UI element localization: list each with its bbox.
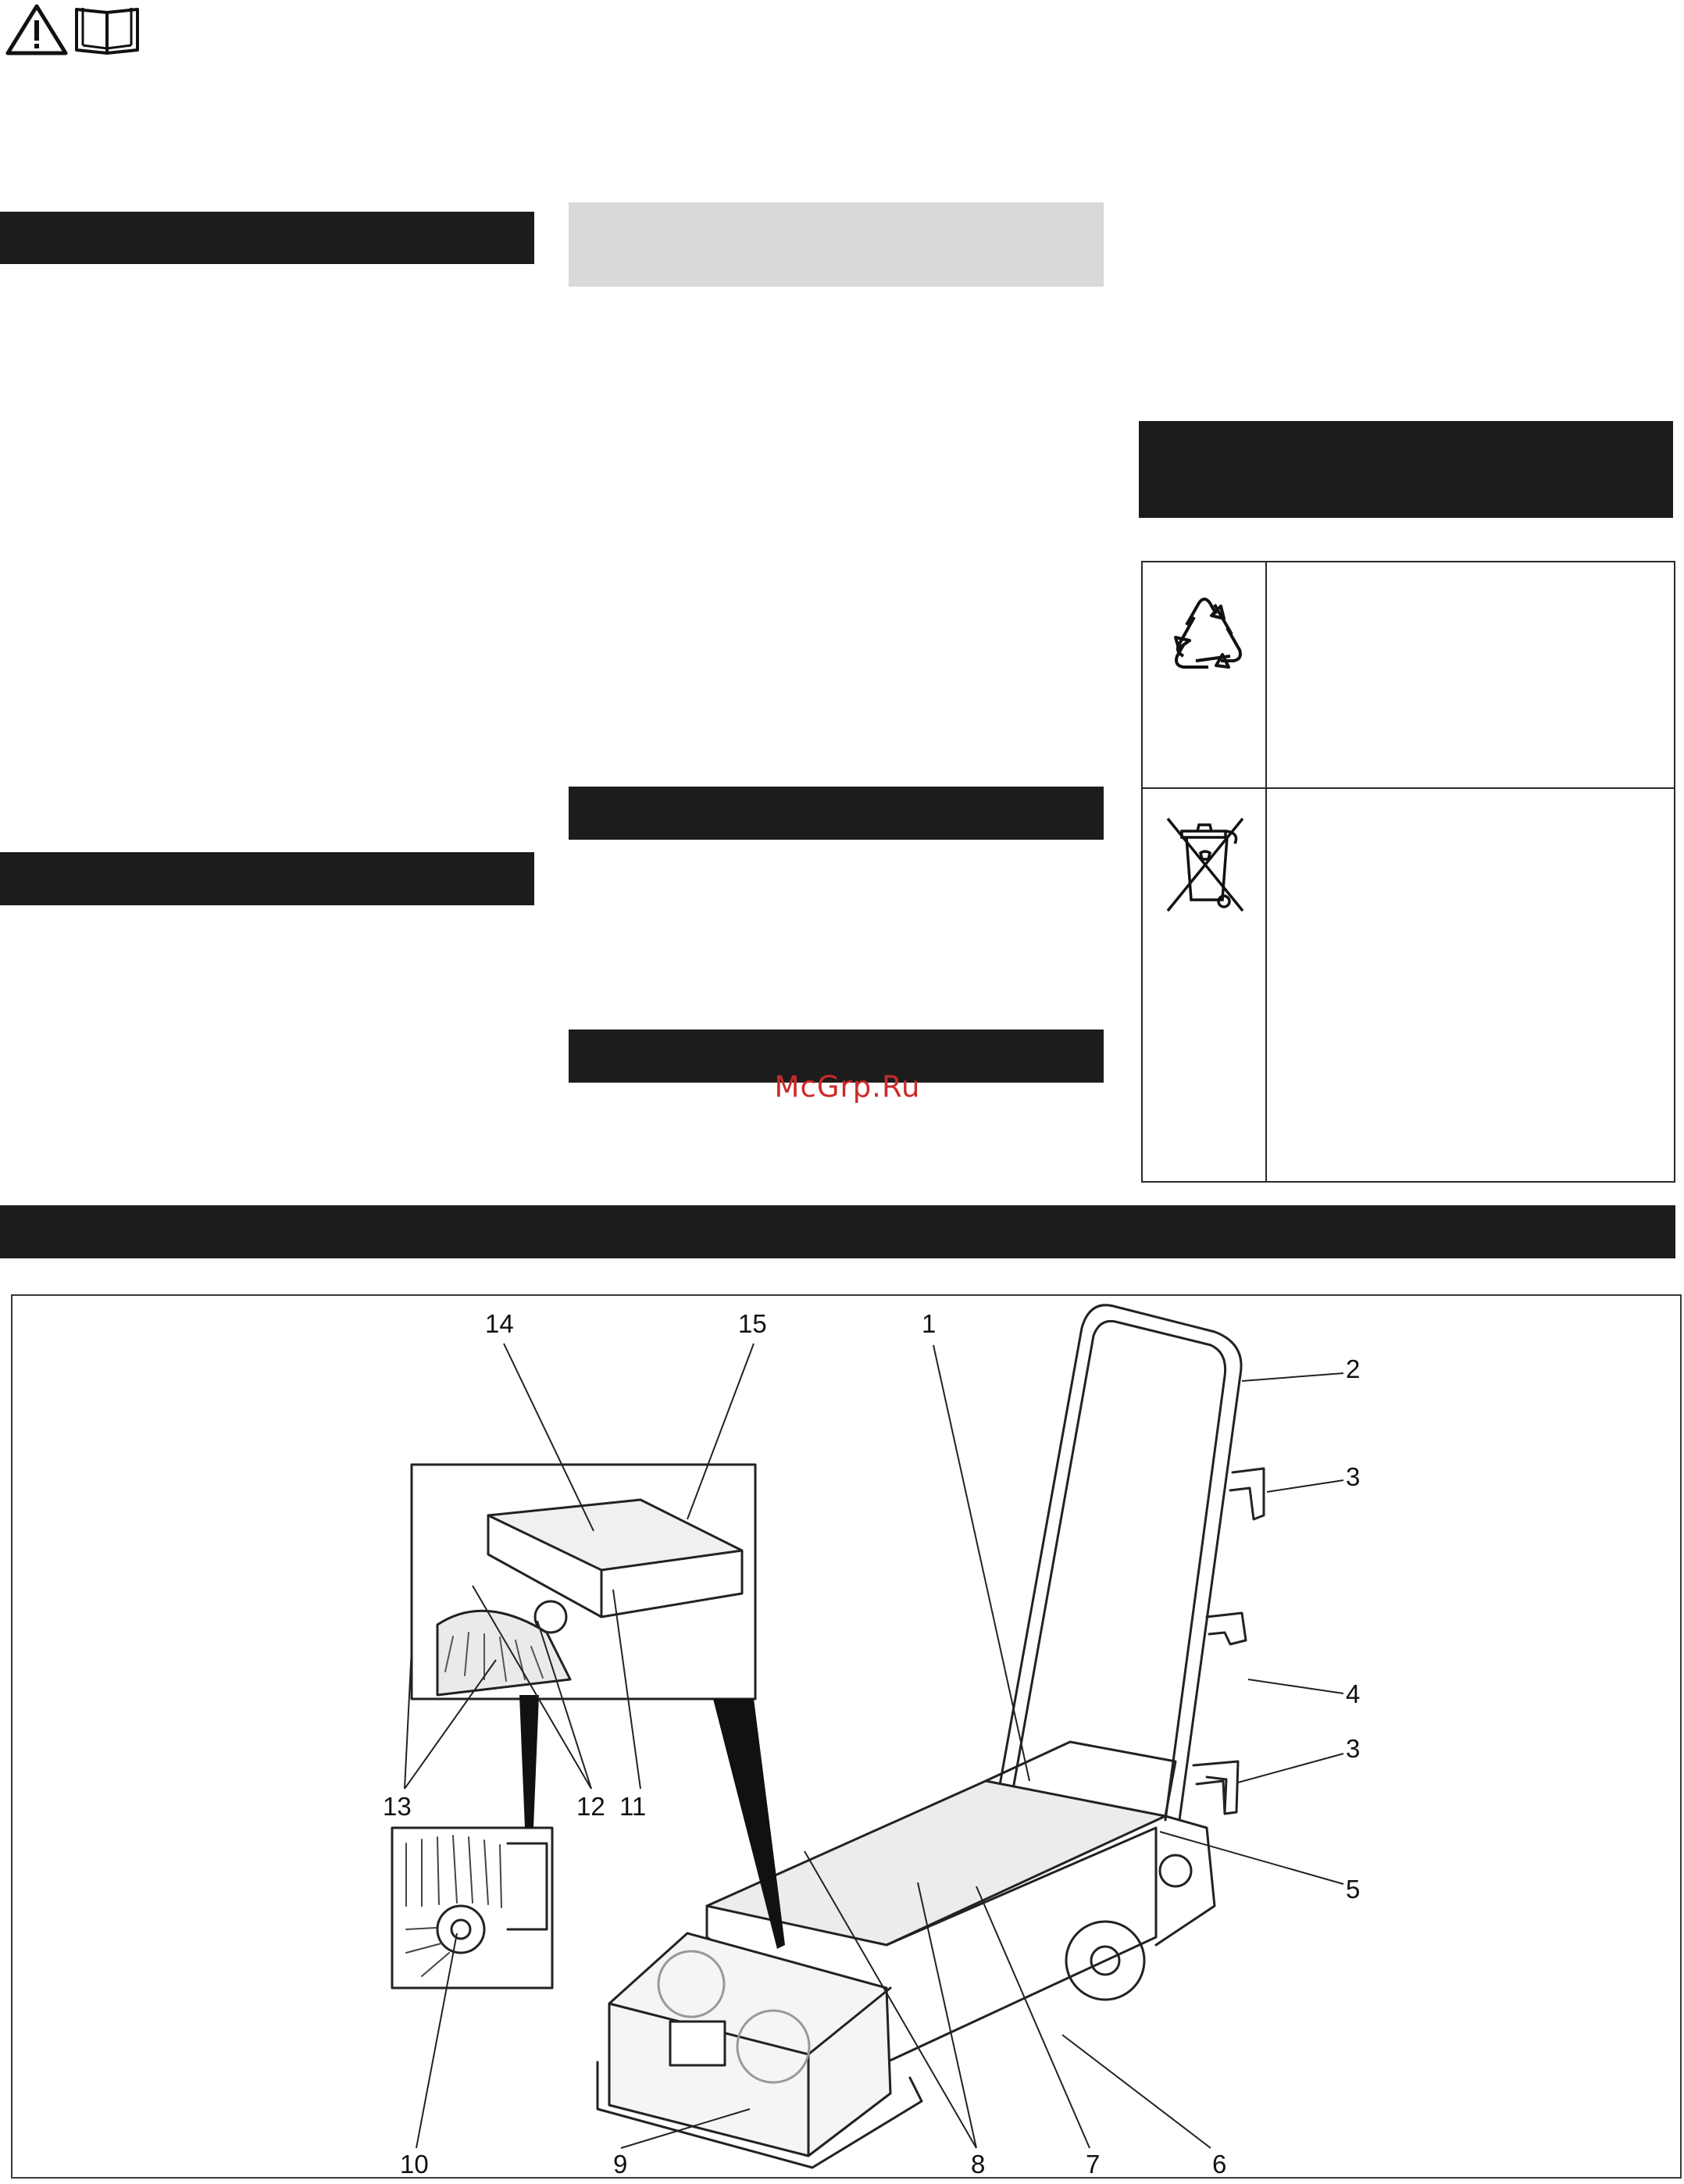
- callout-4: 4: [1346, 1679, 1361, 1708]
- callout-2: 2: [1346, 1354, 1361, 1383]
- callout-12: 12: [576, 1792, 605, 1821]
- callout-6: 6: [1212, 2150, 1227, 2179]
- callout-1: 1: [922, 1309, 937, 1338]
- watermark: McGrp.Ru: [774, 1070, 921, 1104]
- callout-14: 14: [485, 1309, 514, 1338]
- callout-7: 7: [1086, 2150, 1101, 2179]
- callout-5: 5: [1346, 1875, 1361, 1904]
- callout-9: 9: [613, 2150, 628, 2179]
- callout-3-lower: 3: [1346, 1734, 1361, 1763]
- callout-13: 13: [383, 1792, 412, 1821]
- callout-8: 8: [971, 2150, 986, 2179]
- callout-15: 15: [738, 1309, 767, 1338]
- callout-3-upper: 3: [1346, 1462, 1361, 1491]
- callout-11: 11: [619, 1792, 647, 1821]
- callout-10: 10: [400, 2150, 429, 2179]
